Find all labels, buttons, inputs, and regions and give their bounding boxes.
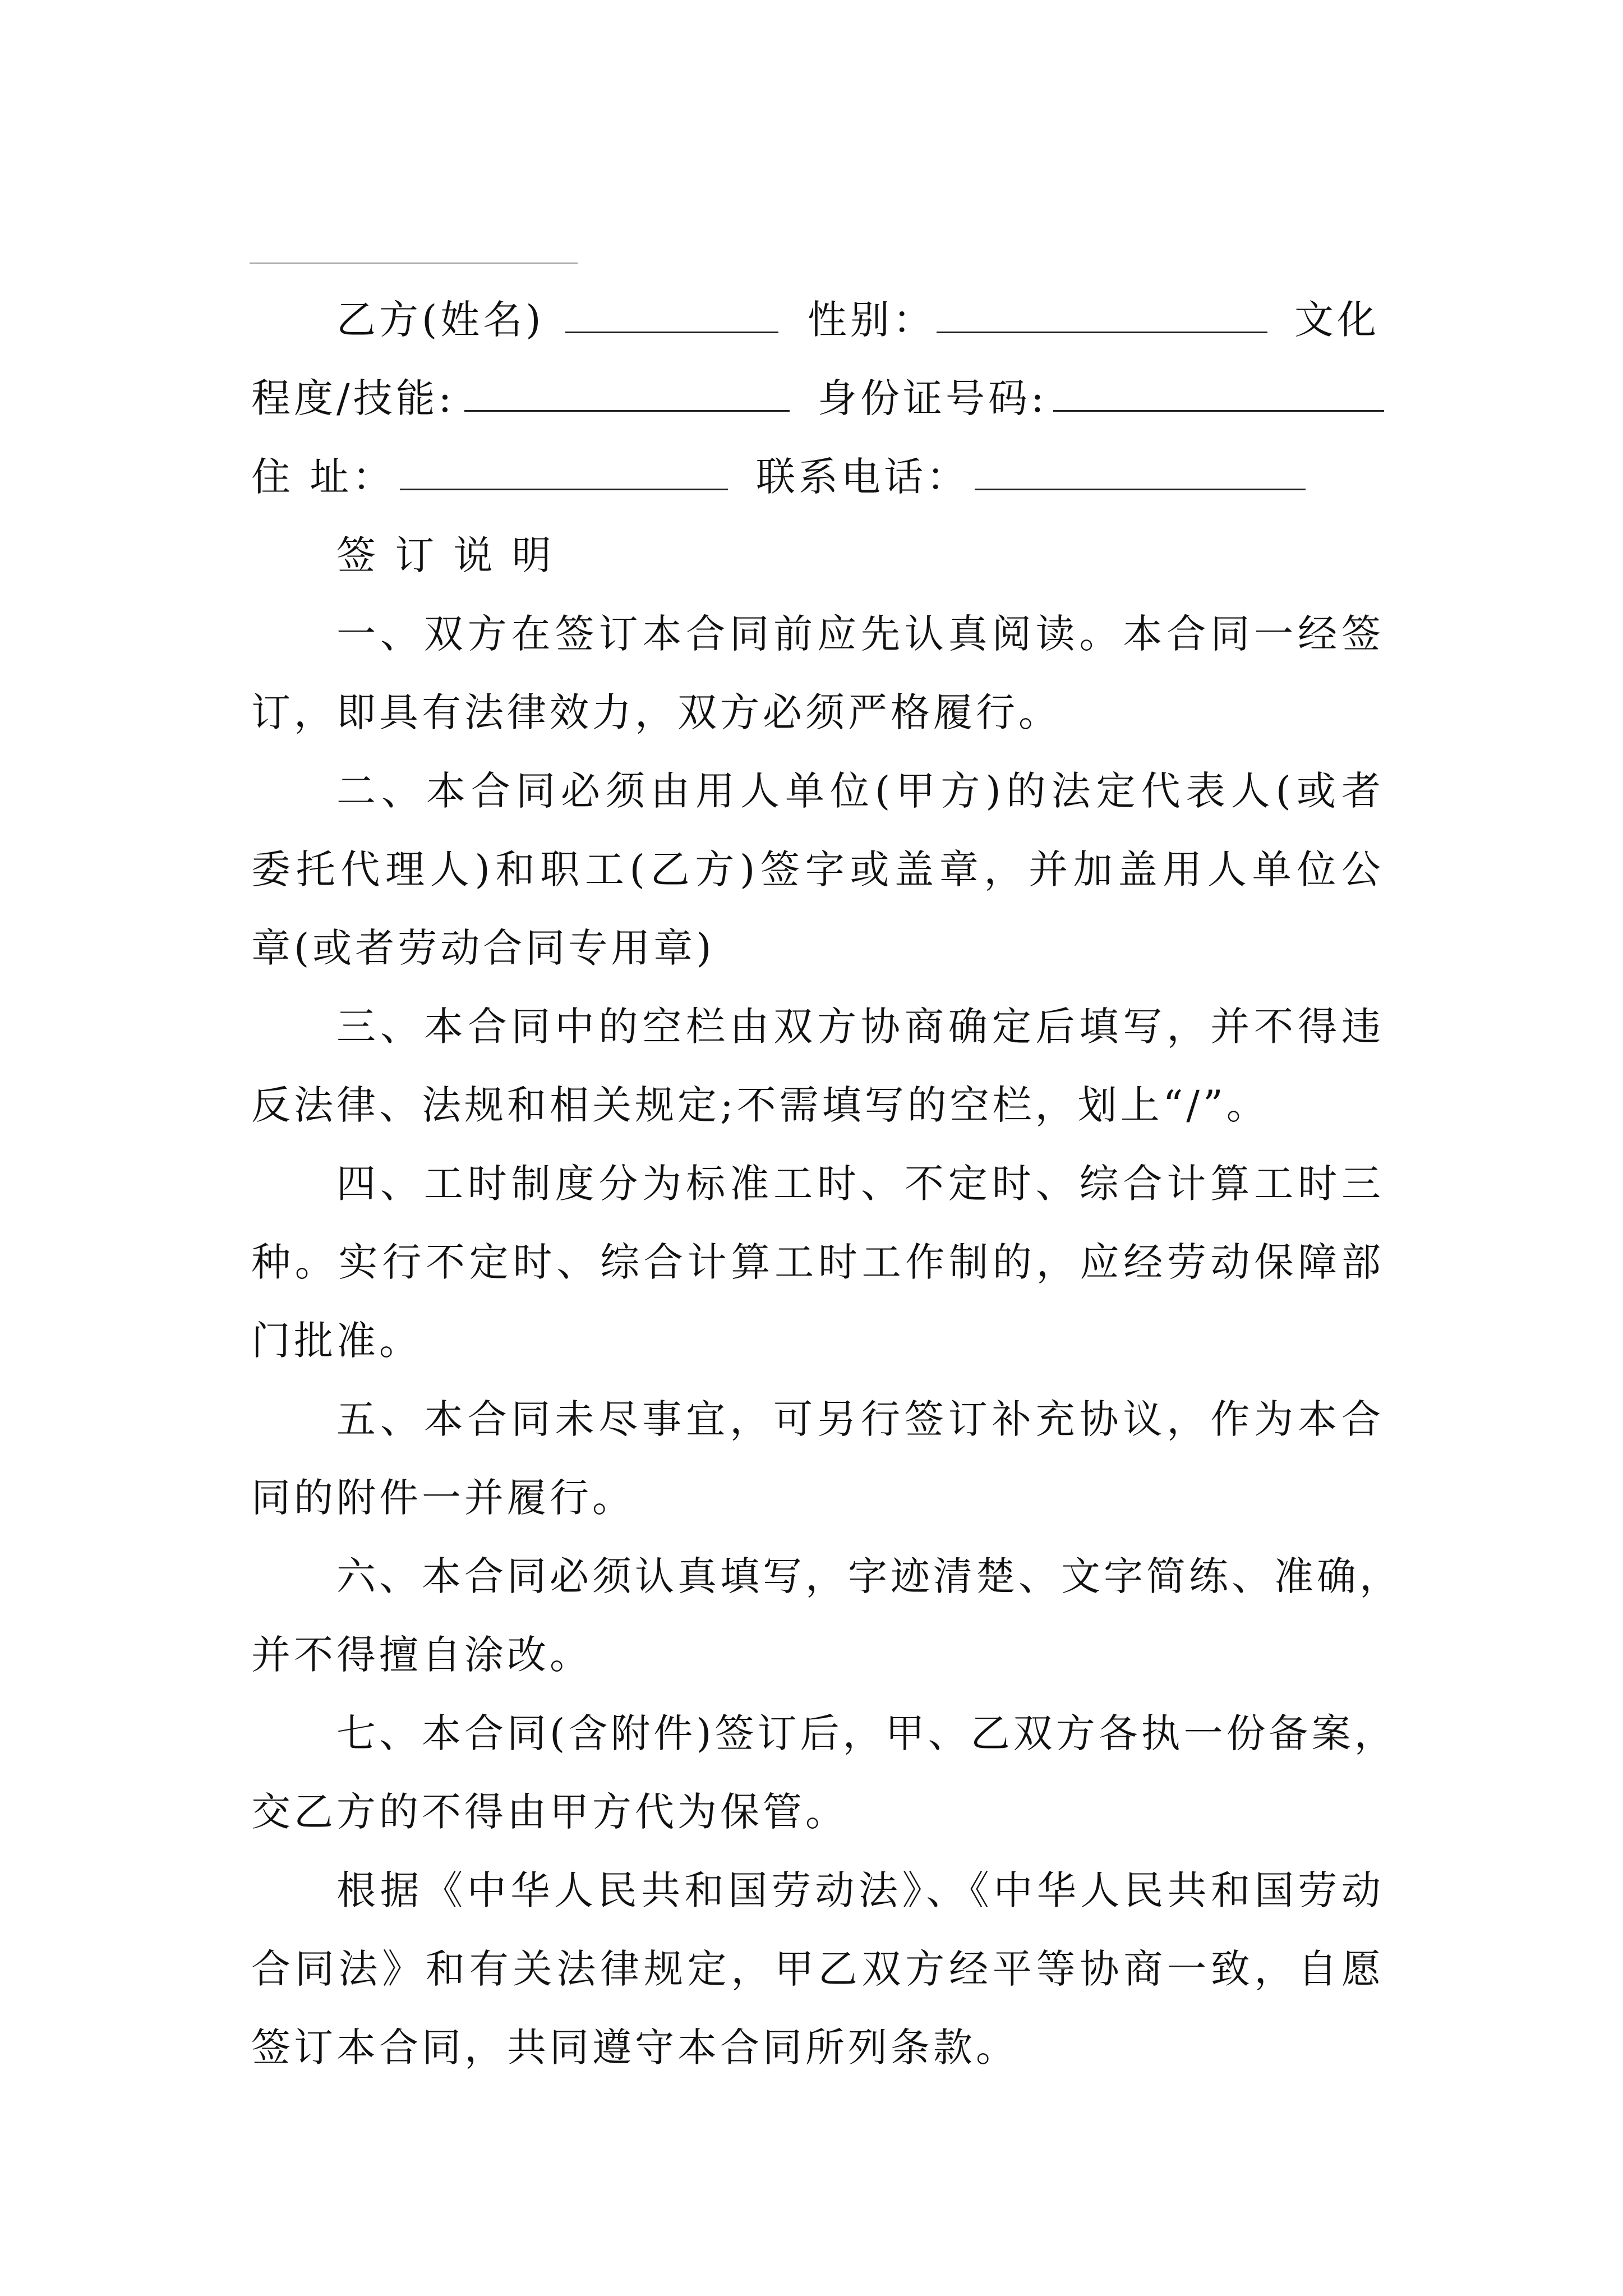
education-blank[interactable]: [464, 376, 790, 412]
gender-label: 性别：: [808, 297, 935, 343]
phone-blank[interactable]: [975, 455, 1306, 490]
education-label-part2: 程度/技能:: [251, 375, 455, 421]
paragraph-4-line-2: 种。实行不定时、综合计算工时工作制的，应经劳动保障部: [251, 1239, 1384, 1285]
party-b-name-label: 乙方(姓名): [336, 297, 545, 343]
address-label: 住 址：: [251, 454, 395, 500]
paragraph-1-line-1: 一、双方在签订本合同前应先认真阅读。本合同一经签: [336, 611, 1384, 657]
header-rule: [250, 263, 578, 264]
education-label-part1: 文化: [1294, 297, 1380, 343]
gender-blank[interactable]: [937, 298, 1267, 333]
paragraph-6-line-1: 六、本合同必须认真填写，字迹清楚、文字简练、准确，: [336, 1553, 1402, 1599]
paragraph-3-line-2: 反法律、法规和相关规定;不需填写的空栏，划上“/”。: [251, 1082, 1269, 1128]
paragraph-2-line-2: 委托代理人)和职工(乙方)签字或盖章，并加盖用人单位公: [251, 846, 1384, 892]
paragraph-5-line-2: 同的附件一并履行。: [251, 1475, 635, 1521]
paragraph-5-line-1: 五、本合同未尽事宜，可另行签订补充协议，作为本合: [336, 1396, 1384, 1442]
party-b-info-line-2: [251, 365, 1384, 432]
paragraph-3-line-1: 三、本合同中的空栏由双方协商确定后填写，并不得违: [336, 1004, 1384, 1050]
address-blank[interactable]: [400, 455, 728, 490]
party-b-name-blank[interactable]: [565, 298, 778, 333]
paragraph-7-line-2: 交乙方的不得由甲方代为保管。: [251, 1789, 848, 1835]
party-b-info-line-3: [251, 443, 1384, 510]
paragraph-8-line-1: 根据《中华人民共和国劳动法》、《中华人民共和国劳动: [336, 1867, 1384, 1913]
id-number-blank[interactable]: [1053, 376, 1384, 412]
paragraph-2-line-1: 二、本合同必须由用人单位(甲方)的法定代表人(或者: [336, 768, 1384, 814]
paragraph-7-line-1: 七、本合同(含附件)签订后，甲、乙双方各执一份备案，: [336, 1710, 1397, 1756]
id-number-label: 身份证号码:: [818, 375, 1048, 421]
paragraph-2-line-3: 章(或者劳动合同专用章): [251, 925, 715, 971]
paragraph-4-line-1: 四、工时制度分为标准工时、不定时、综合计算工时三: [336, 1161, 1384, 1207]
paragraph-6-line-2: 并不得擅自涂改。: [251, 1632, 592, 1678]
paragraph-1-line-2: 订，即具有法律效力，双方必须严格履行。: [251, 689, 1061, 735]
phone-label: 联系电话：: [756, 454, 969, 500]
party-b-info-line-1: [251, 286, 1384, 353]
paragraph-8-line-2: 合同法》和有关法律规定，甲乙双方经平等协商一致，自愿: [251, 1946, 1384, 1992]
section-title: 签 订 说 明: [336, 532, 555, 578]
paragraph-8-line-3: 签订本合同，共同遵守本合同所列条款。: [251, 2024, 1018, 2070]
paragraph-4-line-3: 门批准。: [251, 1318, 422, 1364]
